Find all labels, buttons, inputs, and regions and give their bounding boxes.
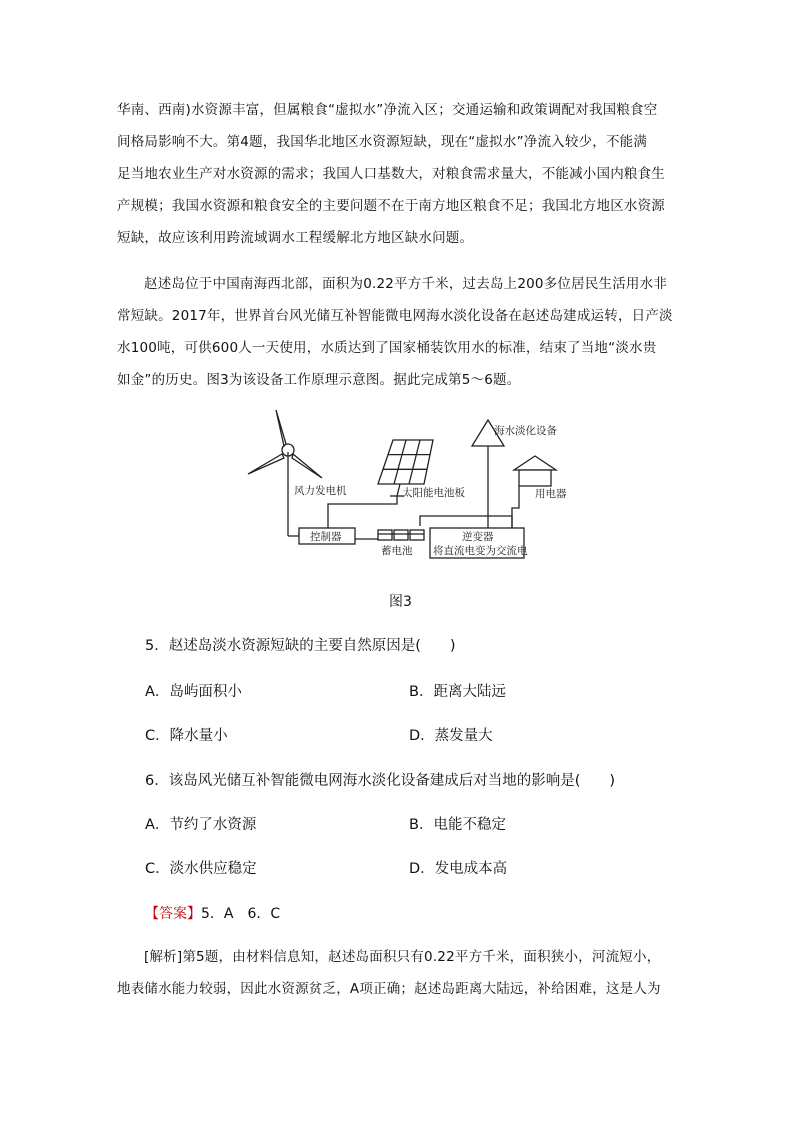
text-line: 短缺，故应该利用跨流域调水工程缓解北方地区缺水问题。 [117, 230, 474, 246]
text-line: 华南、西南)水资源丰富，但属粮食“虚拟水”净流入区；交通运输和政策调配对我国粮食空 [117, 102, 658, 118]
answer-text: 5．A 6．C [201, 906, 281, 922]
text-line: 常短缺。2017年，世界首台风光储互补智能微电网海水淡化设备在赵述岛建成运转，日产淡 [117, 308, 673, 324]
figure-caption: 图3 [389, 594, 412, 610]
label-battery: 蓄电池 [381, 545, 413, 557]
q5-option-a: A．岛屿面积小 [145, 684, 242, 700]
text-line: 间格局影响不大。第4题，我国华北地区水资源短缺，现在“虚拟水”净流入较少，不能满 [117, 134, 648, 150]
label-inverter: 逆变器 [462, 531, 494, 543]
q5-option-d: D．蒸发量大 [409, 728, 493, 744]
wind-turbine-icon [248, 410, 322, 536]
q5-option-c: C．降水量小 [145, 728, 228, 744]
paragraph-analysis-q5 [117, 941, 685, 1005]
battery-icon [378, 530, 424, 540]
label-desalination: 海水淡化设备 [494, 425, 557, 437]
device-diagram [240, 408, 570, 568]
label-appliance: 用电器 [535, 488, 567, 500]
q6-option-a: A．节约了水资源 [145, 817, 257, 833]
q6-option-d: D．发电成本高 [409, 861, 508, 877]
text-line: [解析]第5题，由材料信息知，赵述岛面积只有0.22平方千米，面积狭小，河流短小， [144, 949, 661, 965]
q6-option-b: B．电能不稳定 [409, 817, 506, 833]
appliance-icon [514, 456, 556, 486]
text-line: 赵述岛位于中国南海西北部，面积为0.22平方千米，过去岛上200多位居民生活用水非 [144, 276, 668, 292]
text-line: 如金”的历史。图3为该设备工作原理示意图。据此完成第5～6题。 [117, 372, 521, 388]
label-solar-panel: 太阳能电池板 [402, 487, 465, 499]
question-6-stem: 6．该岛风光储互补智能微电网海水淡化设备建成后对当地的影响是( ) [145, 773, 616, 789]
text-line: 足当地农业生产对水资源的需求；我国人口基数大，对粮食需求量大，不能减小国内粮食生 [117, 166, 665, 182]
paragraph-analysis-q4 [117, 94, 685, 254]
text-line: 地表储水能力较弱，因此水资源贫乏，A项正确；赵述岛距离大陆远，补给困难，这是人为 [117, 981, 661, 997]
answer-tag: 【答案】 [145, 906, 201, 922]
paragraph-material [117, 268, 685, 396]
label-wind-turbine: 风力发电机 [294, 485, 347, 497]
answer-line [145, 903, 280, 923]
q6-option-c: C．淡水供应稳定 [145, 861, 257, 877]
q5-option-b: B．距离大陆远 [409, 684, 506, 700]
label-inverter-function: 将直流电变为交流电 [433, 545, 528, 557]
label-controller: 控制器 [310, 531, 342, 543]
question-5-stem: 5．赵述岛淡水资源短缺的主要自然原因是( ) [145, 638, 456, 654]
text-line: 产规模；我国水资源和粮食安全的主要问题不在于南方地区粮食不足；我国北方地区水资源 [117, 198, 665, 214]
text-line: 水100吨，可供600人一天使用，水质达到了国家桶装饮用水的标准，结束了当地“淡水贵 [117, 340, 657, 356]
